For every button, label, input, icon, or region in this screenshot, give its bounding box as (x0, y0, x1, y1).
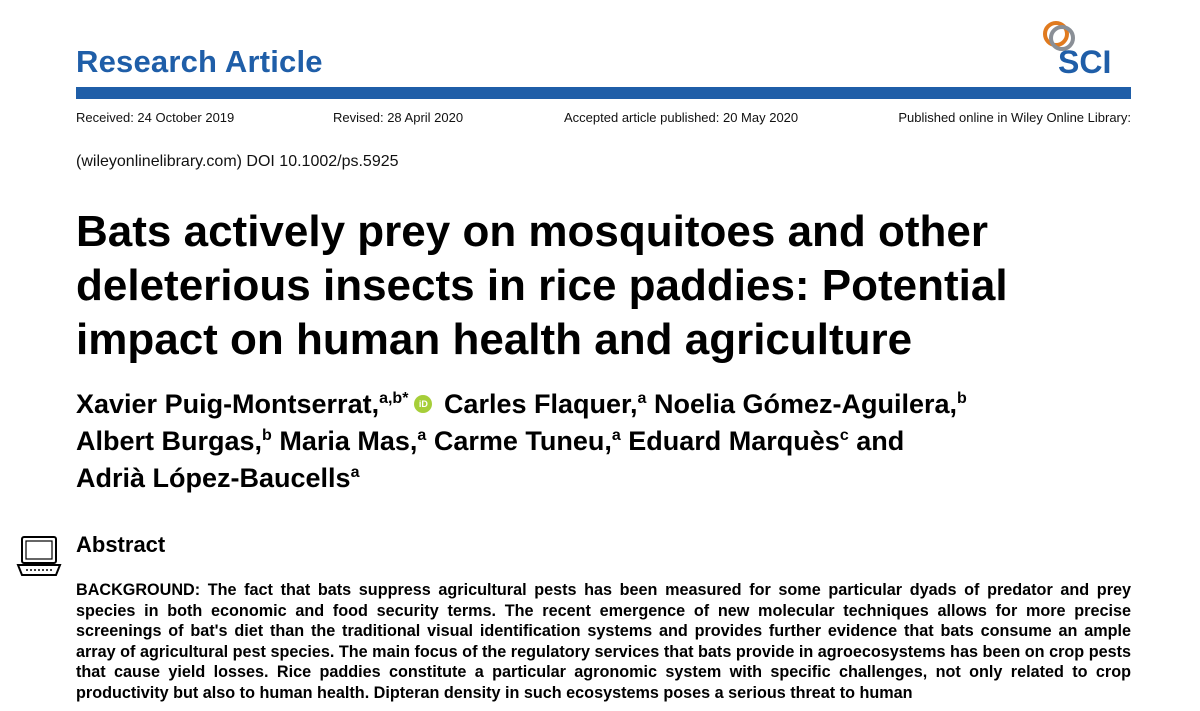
sci-logo (1038, 18, 1134, 78)
article-type-heading: Research Article (76, 44, 323, 79)
doi-line[interactable]: (wileyonlinelibrary.com) DOI 10.1002/ps.5925 (76, 153, 399, 170)
author-name[interactable]: Carles Flaquer, (443, 389, 638, 419)
received-date: Received: 24 October 2019 (76, 110, 235, 125)
author-name[interactable]: Carme Tuneu, (433, 426, 612, 456)
author-name[interactable]: Adrià López-Baucells (76, 463, 351, 493)
author-list (76, 386, 1156, 497)
author-name[interactable]: Maria Mas, (279, 426, 418, 456)
abstract-text: BACKGROUND: The fact that bats suppress agricultural pests has been measured for some particular dyads of predator and prey species in both economic and food security terms. The recent emergence of new molecular techniques allows for more precise screenings of bat's diet than the traditional visual identification systems and provides further evidence that bats consume an ample array of agricultural pest species. The main focus of the regulatory services that bats provide in agroecosystems has been on crop pests that cause yield losses. Rice paddies constitute a particular agronomic system with specific challenges, not only related to crop productivity but also to human health. Dipteran density in such ecosystems poses a serious threat to human (76, 581, 1131, 702)
abstract-heading: Abstract (76, 532, 166, 557)
author-conjunction: and (856, 426, 905, 456)
revised-date: Revised: 28 April 2020 (333, 110, 464, 125)
affiliation-marker: c (839, 427, 849, 444)
affiliation-marker: a (350, 464, 360, 481)
author-name[interactable]: Xavier Puig-Montserrat, (76, 389, 380, 419)
affiliation-marker: b (262, 427, 272, 444)
author-name[interactable]: Noelia Gómez-Aguilera, (653, 389, 958, 419)
accepted-date: Accepted article published: 20 May 2020 (564, 110, 799, 125)
orcid-icon[interactable]: iD (414, 395, 432, 413)
article-title: Bats actively prey on mosquitoes and other deleterious insects in rice paddies: Potential impact on human health and agriculture (76, 207, 1008, 364)
affiliation-marker: a (637, 390, 647, 407)
author-name[interactable]: Albert Burgas, (76, 426, 263, 456)
laptop-icon (16, 535, 62, 579)
affiliation-marker: a (611, 427, 621, 444)
author-name[interactable]: Eduard Marquès (628, 426, 840, 456)
published-online: Published online in Wiley Online Library: (898, 110, 1131, 125)
affiliation-marker: a (417, 427, 427, 444)
affiliation-marker: b (957, 390, 967, 407)
header-rule (76, 87, 1131, 99)
affiliation-marker: a,b* (379, 390, 409, 407)
logo-text: SCI (1058, 44, 1112, 78)
